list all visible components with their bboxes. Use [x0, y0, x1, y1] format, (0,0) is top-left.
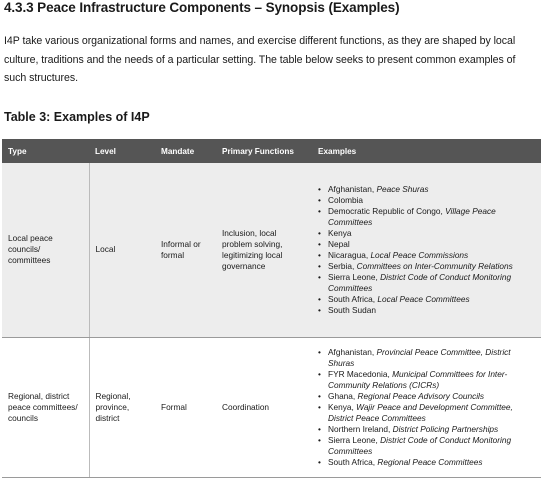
examples-list	[318, 184, 537, 316]
example-item	[318, 239, 537, 250]
table-header	[2, 139, 541, 163]
functions-cell: Coordination	[216, 337, 312, 477]
examples-list	[318, 347, 537, 468]
example-country: Democratic Republic of Congo,	[328, 205, 446, 216]
example-country: Nepal	[328, 238, 350, 249]
example-country: Afghanistan,	[328, 183, 377, 194]
example-item	[318, 184, 537, 195]
header-row	[2, 139, 541, 163]
bullet-icon: •	[318, 260, 321, 271]
header-type: Type	[2, 139, 89, 163]
example-country: South Sudan	[328, 304, 376, 315]
bullet-icon: •	[318, 401, 321, 412]
bullet-icon: •	[318, 346, 321, 357]
example-country: Northern Ireland,	[328, 423, 393, 434]
examples-cell	[312, 163, 541, 337]
example-item	[318, 228, 537, 239]
example-structure: District Code of Conduct Monitoring Committees	[328, 434, 512, 456]
example-country: South Africa,	[328, 456, 378, 467]
example-structure: Regional Peace Committees	[377, 456, 483, 467]
example-item	[318, 305, 537, 316]
bullet-icon: •	[318, 456, 321, 467]
example-item	[318, 347, 537, 369]
bullet-icon: •	[318, 227, 321, 238]
example-country: Ghana,	[328, 390, 358, 401]
example-item	[318, 294, 537, 305]
example-item	[318, 261, 537, 272]
bullet-icon: •	[318, 390, 321, 401]
example-item	[318, 250, 537, 261]
bullet-icon: •	[318, 271, 321, 282]
example-item	[318, 391, 537, 402]
level-cell: Local	[89, 163, 155, 337]
example-item	[318, 457, 537, 468]
table-body	[2, 163, 541, 477]
example-country: Nicaragua,	[328, 249, 371, 260]
bullet-icon: •	[318, 183, 321, 194]
example-country: South Africa,	[328, 293, 378, 304]
example-country: Kenya,	[328, 401, 357, 412]
header-mandate: Mandate	[155, 139, 216, 163]
mandate-cell: Informal or formal	[155, 163, 216, 337]
table-title: Table 3: Examples of I4P	[4, 110, 150, 124]
example-structure: Municipal Committees for Inter-Community Relations (CICRs)	[328, 368, 508, 390]
example-country: Serbia,	[328, 260, 357, 271]
example-structure: Local Peace Commissions	[370, 249, 469, 260]
bullet-icon: •	[318, 434, 321, 445]
bullet-icon: •	[318, 194, 321, 205]
example-structure: Wajir Peace and Development Committee, District Peace Committees	[328, 401, 513, 423]
type-cell: Local peace councils/ committees	[2, 163, 89, 337]
example-item	[318, 206, 537, 228]
example-item	[318, 402, 537, 424]
example-country: Colombia	[328, 194, 364, 205]
example-structure: Local Peace Committees	[377, 293, 470, 304]
bullet-icon: •	[318, 293, 321, 304]
i4p-examples-table	[2, 139, 541, 478]
example-structure: Peace Shuras	[376, 183, 429, 194]
level-cell: Regional, province, district	[89, 337, 155, 477]
example-country: Kenya	[328, 227, 352, 238]
bullet-icon: •	[318, 368, 321, 379]
bullet-icon: •	[318, 423, 321, 434]
header-level: Level	[89, 139, 155, 163]
header-primary-functions: Primary Functions	[216, 139, 312, 163]
example-country: Sierra Leone,	[328, 434, 381, 445]
example-structure: Regional Peace Advisory Councils	[357, 390, 485, 401]
example-item	[318, 369, 537, 391]
bullet-icon: •	[318, 249, 321, 260]
example-structure: District Code of Conduct Monitoring Committees	[328, 271, 512, 293]
example-structure: Village Peace Committees	[328, 205, 496, 227]
table-row	[2, 163, 541, 337]
header-examples: Examples	[312, 139, 541, 163]
type-cell: Regional, district peace committees/ councils	[2, 337, 89, 477]
example-country: FYR Macedonia,	[328, 368, 393, 379]
bullet-icon: •	[318, 238, 321, 249]
example-structure: Committees on Inter-Community Relations	[356, 260, 513, 271]
functions-cell: Inclusion, local problem solving, legitimizing local governance	[216, 163, 312, 337]
example-structure: District Policing Partnerships	[392, 423, 499, 434]
example-structure: Provincial Peace Committee, District Shuras	[328, 346, 511, 368]
example-item	[318, 435, 537, 457]
example-item	[318, 272, 537, 294]
example-country: Sierra Leone,	[328, 271, 381, 282]
example-item	[318, 424, 537, 435]
examples-cell	[312, 337, 541, 477]
bullet-icon: •	[318, 205, 321, 216]
bullet-icon: •	[318, 304, 321, 315]
table-row	[2, 337, 541, 477]
intro-paragraph: I4P take various organizational forms and names, and exercise different functions, as they are shaped by local culture, traditions and the needs of a particular setting. The table below seeks to present common examples of such structures.	[4, 35, 516, 85]
section-title: 4.3.3 Peace Infrastructure Components – Synopsis (Examples)	[4, 0, 400, 15]
example-country: Afghanistan,	[328, 346, 377, 357]
mandate-cell: Formal	[155, 337, 216, 477]
example-item	[318, 195, 537, 206]
